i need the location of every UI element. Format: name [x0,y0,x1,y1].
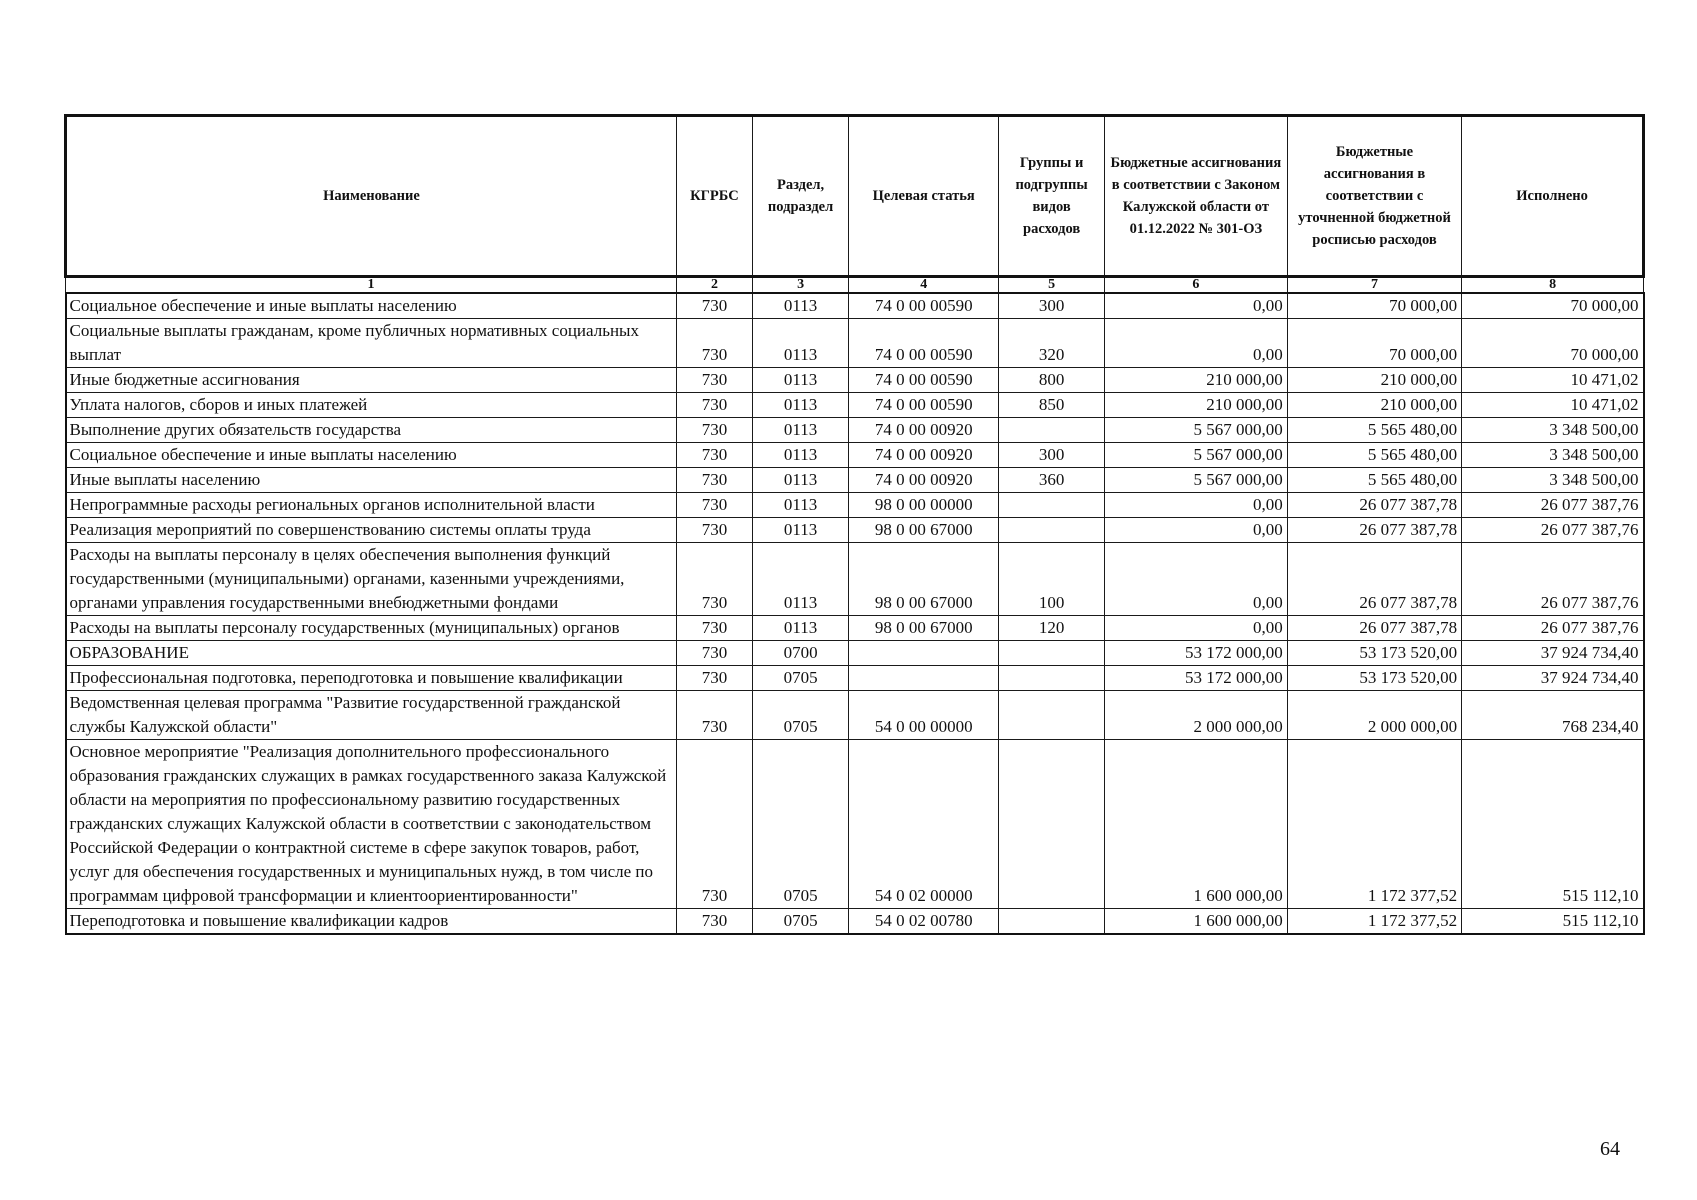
cell-target: 74 0 00 00920 [849,443,999,468]
cell-law: 0,00 [1104,493,1287,518]
cell-section: 0705 [753,666,849,691]
column-number: 5 [999,277,1105,294]
cell-refined: 5 565 480,00 [1287,468,1461,493]
cell-executed: 37 924 734,40 [1462,666,1644,691]
cell-refined: 5 565 480,00 [1287,418,1461,443]
header-section: Раздел, подраздел [753,116,849,277]
column-number: 4 [849,277,999,294]
table-row [66,909,1644,935]
cell-name: Социальные выплаты гражданам, кроме публичных нормативных социальных выплат [66,319,677,368]
column-number: 6 [1104,277,1287,294]
cell-group: 120 [999,616,1105,641]
cell-section: 0113 [753,293,849,319]
cell-kgrbs: 730 [676,518,752,543]
table-row [66,393,1644,418]
cell-target: 54 0 02 00780 [849,909,999,935]
cell-section: 0705 [753,909,849,935]
cell-refined: 1 172 377,52 [1287,909,1461,935]
cell-kgrbs: 730 [676,616,752,641]
cell-target [849,666,999,691]
cell-refined: 1 172 377,52 [1287,740,1461,909]
table-row [66,666,1644,691]
cell-law: 5 567 000,00 [1104,418,1287,443]
cell-kgrbs: 730 [676,443,752,468]
cell-refined: 70 000,00 [1287,319,1461,368]
cell-group: 100 [999,543,1105,616]
cell-target: 74 0 00 00590 [849,393,999,418]
cell-name: Переподготовка и повышение квалификации кадров [66,909,677,935]
cell-group [999,666,1105,691]
header-executed: Исполнено [1462,116,1644,277]
cell-section: 0113 [753,319,849,368]
cell-law: 5 567 000,00 [1104,443,1287,468]
cell-group [999,493,1105,518]
cell-kgrbs: 730 [676,740,752,909]
cell-name: Иные бюджетные ассигнования [66,368,677,393]
cell-group: 360 [999,468,1105,493]
cell-executed: 37 924 734,40 [1462,641,1644,666]
header-kgrbs: КГРБС [676,116,752,277]
cell-section: 0705 [753,691,849,740]
cell-target: 74 0 00 00590 [849,319,999,368]
cell-name: Иные выплаты населению [66,468,677,493]
cell-kgrbs: 730 [676,319,752,368]
cell-name: Социальное обеспечение и иные выплаты населению [66,443,677,468]
cell-kgrbs: 730 [676,468,752,493]
cell-refined: 70 000,00 [1287,293,1461,319]
cell-target: 74 0 00 00920 [849,468,999,493]
page-number: 64 [1600,1138,1620,1160]
cell-target: 74 0 00 00590 [849,368,999,393]
cell-kgrbs: 730 [676,393,752,418]
cell-section: 0113 [753,418,849,443]
cell-section: 0113 [753,443,849,468]
cell-executed: 26 077 387,76 [1462,543,1644,616]
header-groups: Группы и подгруппы видов расходов [999,116,1105,277]
cell-refined: 5 565 480,00 [1287,443,1461,468]
cell-law: 0,00 [1104,293,1287,319]
table-row [66,493,1644,518]
cell-name: ОБРАЗОВАНИЕ [66,641,677,666]
column-number: 2 [676,277,752,294]
column-number: 3 [753,277,849,294]
header-target: Целевая статья [849,116,999,277]
cell-group [999,691,1105,740]
cell-kgrbs: 730 [676,543,752,616]
cell-section: 0113 [753,368,849,393]
cell-group: 800 [999,368,1105,393]
cell-target: 98 0 00 67000 [849,518,999,543]
table-row [66,468,1644,493]
cell-refined: 2 000 000,00 [1287,691,1461,740]
cell-executed: 26 077 387,76 [1462,493,1644,518]
cell-section: 0113 [753,468,849,493]
cell-law: 1 600 000,00 [1104,909,1287,935]
cell-target: 54 0 02 00000 [849,740,999,909]
cell-law: 53 172 000,00 [1104,641,1287,666]
cell-refined: 26 077 387,78 [1287,493,1461,518]
cell-section: 0113 [753,493,849,518]
table-row [66,740,1644,909]
cell-law: 0,00 [1104,319,1287,368]
budget-table-sheet [64,114,1645,935]
cell-group [999,518,1105,543]
cell-executed: 26 077 387,76 [1462,616,1644,641]
cell-kgrbs: 730 [676,691,752,740]
cell-executed: 70 000,00 [1462,293,1644,319]
cell-law: 53 172 000,00 [1104,666,1287,691]
cell-section: 0113 [753,518,849,543]
cell-executed: 515 112,10 [1462,909,1644,935]
cell-executed: 10 471,02 [1462,368,1644,393]
cell-group: 850 [999,393,1105,418]
cell-executed: 3 348 500,00 [1462,418,1644,443]
cell-executed: 768 234,40 [1462,691,1644,740]
table-row [66,368,1644,393]
cell-refined: 210 000,00 [1287,393,1461,418]
table-row [66,641,1644,666]
cell-target: 98 0 00 67000 [849,543,999,616]
cell-refined: 53 173 520,00 [1287,641,1461,666]
cell-executed: 515 112,10 [1462,740,1644,909]
cell-law: 0,00 [1104,616,1287,641]
cell-group [999,641,1105,666]
table-row [66,518,1644,543]
cell-name: Реализация мероприятий по совершенствованию системы оплаты труда [66,518,677,543]
cell-executed: 26 077 387,76 [1462,518,1644,543]
cell-group [999,740,1105,909]
cell-target: 98 0 00 00000 [849,493,999,518]
header-law: Бюджетные ассигнования в соответствии с Законом Калужской области от 01.12.2022 № 301-ОЗ [1104,116,1287,277]
cell-law: 2 000 000,00 [1104,691,1287,740]
cell-kgrbs: 730 [676,368,752,393]
cell-group: 300 [999,293,1105,319]
table-row [66,418,1644,443]
cell-name: Ведомственная целевая программа "Развитие государственной гражданской службы Калужской области" [66,691,677,740]
cell-law: 0,00 [1104,543,1287,616]
cell-name: Профессиональная подготовка, переподготовка и повышение квалификации [66,666,677,691]
header-row [66,116,1644,277]
cell-law: 210 000,00 [1104,393,1287,418]
cell-executed: 10 471,02 [1462,393,1644,418]
cell-executed: 70 000,00 [1462,319,1644,368]
cell-kgrbs: 730 [676,293,752,319]
cell-kgrbs: 730 [676,909,752,935]
cell-refined: 26 077 387,78 [1287,616,1461,641]
cell-target: 74 0 00 00920 [849,418,999,443]
cell-name: Расходы на выплаты персоналу государственных (муниципальных) органов [66,616,677,641]
cell-name: Непрограммные расходы региональных органов исполнительной власти [66,493,677,518]
column-number: 7 [1287,277,1461,294]
header-name: Наименование [66,116,677,277]
cell-executed: 3 348 500,00 [1462,468,1644,493]
cell-section: 0700 [753,641,849,666]
cell-refined: 53 173 520,00 [1287,666,1461,691]
cell-kgrbs: 730 [676,418,752,443]
cell-group [999,418,1105,443]
cell-kgrbs: 730 [676,641,752,666]
cell-group: 320 [999,319,1105,368]
cell-name: Основное мероприятие "Реализация дополнительного профессионального образования гражданских служащих в рамках государственного заказа Калужской области на мероприятия по профессиональному развитию государственных гражданских служащих Калужской области в соответствии с законодательством Российской Федерации о контрактной системе в сфере закупок товаров, работ, услуг для обеспечения государственных и муниципальных нужд, в том числе по программам цифровой трансформации и клиентоориентированности" [66,740,677,909]
table-row [66,616,1644,641]
budget-table [64,114,1645,935]
cell-name: Выполнение других обязательств государства [66,418,677,443]
table-row [66,319,1644,368]
cell-refined: 210 000,00 [1287,368,1461,393]
cell-law: 5 567 000,00 [1104,468,1287,493]
table-row [66,443,1644,468]
cell-name: Уплата налогов, сборов и иных платежей [66,393,677,418]
cell-group [999,909,1105,935]
table-row [66,293,1644,319]
cell-law: 1 600 000,00 [1104,740,1287,909]
table-body [66,293,1644,934]
cell-group: 300 [999,443,1105,468]
cell-law: 0,00 [1104,518,1287,543]
header-refined: Бюджетные ассигнования в соответствии с уточненной бюджетной росписью расходов [1287,116,1461,277]
cell-section: 0113 [753,616,849,641]
cell-target: 98 0 00 67000 [849,616,999,641]
column-number: 1 [66,277,677,294]
table-row [66,543,1644,616]
table-row [66,691,1644,740]
cell-section: 0705 [753,740,849,909]
cell-kgrbs: 730 [676,493,752,518]
cell-target: 74 0 00 00590 [849,293,999,319]
cell-refined: 26 077 387,78 [1287,543,1461,616]
cell-name: Социальное обеспечение и иные выплаты населению [66,293,677,319]
cell-refined: 26 077 387,78 [1287,518,1461,543]
cell-law: 210 000,00 [1104,368,1287,393]
cell-name: Расходы на выплаты персоналу в целях обеспечения выполнения функций государственными (муниципальными) органами, казенными учреждениями, органами управления государственными внебюджетными фондами [66,543,677,616]
cell-section: 0113 [753,393,849,418]
column-number: 8 [1462,277,1644,294]
cell-executed: 3 348 500,00 [1462,443,1644,468]
column-numbers-row [66,277,1644,294]
cell-section: 0113 [753,543,849,616]
cell-kgrbs: 730 [676,666,752,691]
cell-target: 54 0 00 00000 [849,691,999,740]
cell-target [849,641,999,666]
